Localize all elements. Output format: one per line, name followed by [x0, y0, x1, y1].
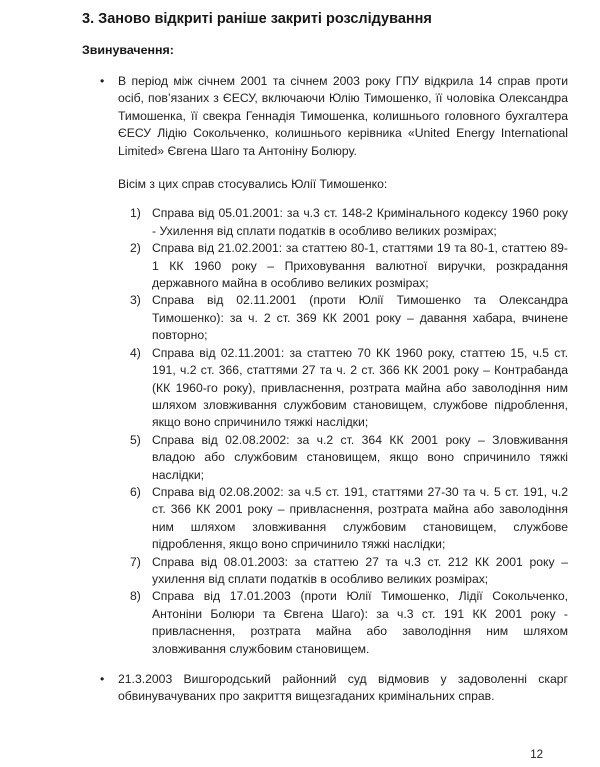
- case-item-6: [130, 484, 568, 554]
- bullet-icon: •: [100, 74, 105, 88]
- page-number: 12: [530, 749, 543, 761]
- case-item-5: [130, 432, 568, 484]
- case-text: Справа від 08.01.2003: за статтею 27 та ч.3 ст. 212 КК 2001 року – ухилення від сплати податків в особливо великих розмірах;: [152, 554, 568, 586]
- page-title: 3. Заново відкриті раніше закриті розслідування: [82, 11, 432, 27]
- case-text: Справа від 21.02.2001: за статтею 80-1, статтями 19 та 80-1, статтею 89-1 КК 1960 року – Приховування валютної виручки, розкрадання державного майна в особливо великих розмірах;: [152, 241, 568, 291]
- case-text: Справа від 02.08.2002: за ч.2 ст. 364 КК 2001 року – Зловживання владою або службовим становищем, якщо воно спричинило тяжкі наслідки;: [152, 432, 568, 482]
- case-number: 2): [130, 241, 141, 256]
- case-item-7: [130, 554, 568, 589]
- bullet-item-court-ruling: [82, 671, 568, 706]
- section-heading: Звинувачення:: [82, 43, 174, 57]
- case-item-2: [130, 240, 568, 292]
- case-item-4: [130, 345, 568, 432]
- case-number: 4): [130, 345, 141, 360]
- case-text: Справа від 02.11.2001: за статтею 70 КК 1960 року, статтею 15, ч.5 ст. 191, ч.2 ст. 366, статтями 27 та ч. 2 ст. 366 КК 2001 року – Контрабанда (КК 1960-го року), привласнення, розтрата майна або заволодіння ним шляхом зловживання службовим становищем, службове підроблення, якщо воно спричинило тяжкі наслідки;: [152, 345, 568, 430]
- page-footer: [530, 748, 543, 763]
- case-number: 6): [130, 484, 141, 499]
- cases-list: [82, 205, 568, 658]
- case-text: Справа від 05.01.2001: за ч.3 ст. 148-2 Кримінального кодексу 1960 року - Ухилення від сплати податків в особливо великих розмірах;: [152, 206, 568, 238]
- case-text: Справа від 17.01.2003 (проти Юлії Тимошенко, Лідії Сокольченко, Антоніни Болюри та Євгена Шаго): за ч.3 ст. 191 КК 2001 року - привласнення, розтрата майна або заволодіння ним шляхом зловживання службовим становищем.: [152, 589, 568, 656]
- case-number: 8): [130, 589, 141, 604]
- cases-intro: Вісім з цих справ стосувались Юлії Тимошенко:: [118, 177, 388, 192]
- case-number: 5): [130, 432, 141, 447]
- bullet-icon: •: [100, 672, 105, 686]
- court-ruling-paragraph: 21.3.2003 Вишгородський районний суд відмовив у задоволенні скарг обвинувачуваних про закриття вищезгаданих кримінальних справ.: [118, 672, 568, 704]
- case-number: 7): [130, 554, 141, 569]
- case-item-1: [130, 205, 568, 240]
- accusations-paragraph: В період між січнем 2001 та січнем 2003 року ГПУ відкрила 14 справ проти осіб, пов’язаних з ЄЕСУ, включаючи Юлію Тимошенко, її чоловіка Олександра Тимошенка, її свекра Геннадія Тимошенка, колишнього головного бухгалтера ЄЕСУ Лідію Сокольченко, колишнього керівника «United Energy International Limited» Євгена Шаго та Антоніну Болюру.: [118, 74, 568, 158]
- case-text: Справа від 02.08.2002: за ч.5 ст. 191, статтями 27-30 та ч. 5 ст. 191, ч.2 ст. 366 КК 2001 року – привласнення, розтрата майна або заволодіння ним шляхом зловживання службовим становищем, службове підроблення, якщо воно спричинило тяжкі наслідки;: [152, 484, 568, 552]
- case-number: 3): [130, 293, 141, 308]
- bullet-item-accusations: [82, 73, 568, 160]
- case-item-3: [130, 292, 568, 344]
- case-text: Справа від 02.11.2001 (проти Юлії Тимошенко та Олександра Тимошенко): за ч. 2 ст. 369 КК 2001 року – давання хабара, вчинене повторно;: [152, 293, 568, 343]
- case-number: 1): [130, 206, 141, 221]
- case-item-8: [130, 588, 568, 658]
